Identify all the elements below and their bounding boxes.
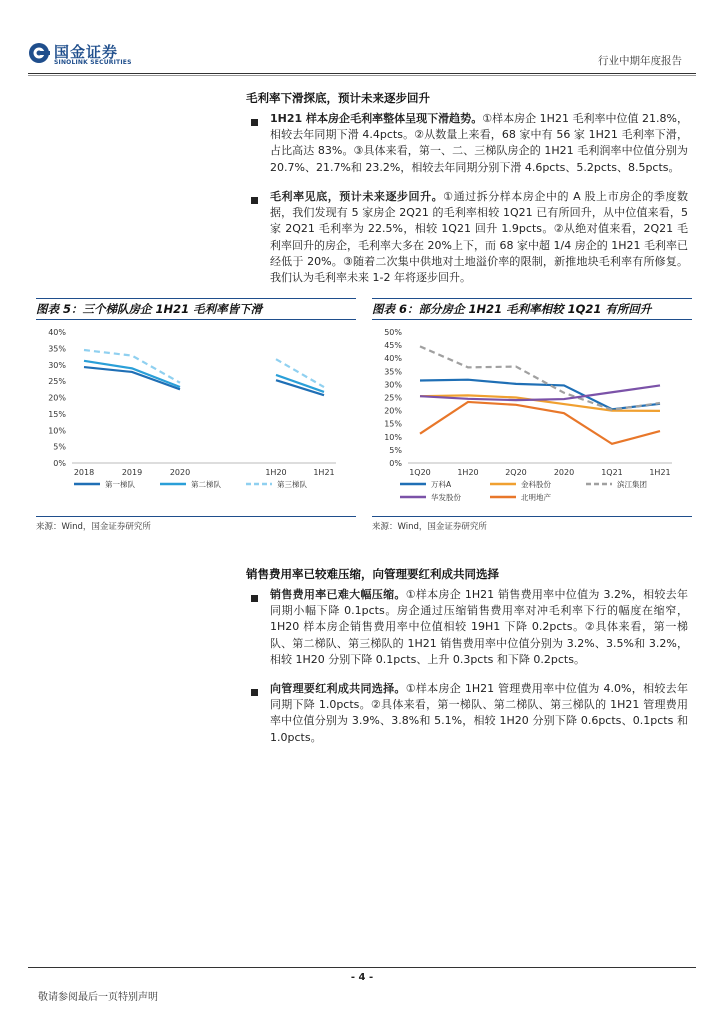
y-tick-label: 40% — [384, 354, 402, 364]
legend-label: 第一梯队 — [105, 480, 135, 489]
chart5-title-bar — [36, 298, 356, 320]
y-tick-label: 10% — [384, 432, 402, 442]
logo-english-name: SINOLINK SECURITIES — [54, 59, 132, 66]
y-tick-label: 35% — [48, 344, 66, 354]
footer-divider — [28, 967, 696, 968]
legend-label: 万科A — [431, 480, 452, 489]
legend-label: 滨江集团 — [617, 480, 647, 489]
y-tick-label: 30% — [384, 380, 402, 390]
series-line-1 — [420, 380, 660, 410]
y-tick-label: 45% — [384, 341, 402, 351]
chart6-frame — [372, 320, 692, 517]
section2-heading: 销售费用率已较难压缩，向管理要红利成共同选择 — [246, 567, 499, 581]
chart6-source: 来源：Wind，国金证券研究所 — [372, 522, 487, 532]
paragraph-lead: 向管理要红利成共同选择。 — [270, 682, 406, 695]
y-tick-label: 35% — [384, 367, 402, 377]
paragraph-lead: 1H21 样本房企毛利率整体呈现下滑趋势。 — [270, 112, 483, 125]
x-tick-label: 1Q21 — [601, 468, 623, 477]
paragraph-body: ①样本房企 1H21 毛利率中位值 21.8%，相较去年同期下滑 4.4pcts。②从数量上来看，68 家中有 56 家 1H21 毛利率下滑，占比高达 83%。③具体来看，第一、二、三梯队房企的 1H21 毛利润率中位值分别为 20.7%、21.7%和 23.2%，相较去年同期分别下滑 4.6pcts、5.2pcts、8.5pcts。 — [270, 112, 689, 174]
footer-disclaimer: 敬请参阅最后一页特别声明 — [38, 992, 158, 1003]
x-tick-label: 1Q20 — [409, 468, 431, 477]
legend-label: 华发股份 — [431, 493, 461, 502]
y-tick-label: 50% — [384, 328, 402, 337]
y-tick-label: 15% — [48, 409, 66, 419]
chart5-title: 图表 5：三个梯队房企 1H21 毛利率皆下滑 — [36, 302, 263, 316]
header-divider-thin — [28, 75, 696, 76]
bullet-marker — [251, 197, 258, 204]
y-tick-label: 25% — [48, 377, 66, 387]
paragraph-lead: 毛利率见底，预计未来逐步回升。 — [270, 190, 444, 203]
y-tick-label: 20% — [384, 406, 402, 416]
series-line-1 — [84, 367, 180, 389]
x-tick-label: 2018 — [73, 468, 95, 477]
x-tick-label: 1H20 — [265, 468, 287, 477]
logo-chinese-name: 国金证券 — [54, 43, 119, 61]
paragraph-body: ①样本房企 1H21 销售费用率中位值为 3.2%，相较去年同期小幅下降 0.1pcts。房企通过压缩销售费用率对冲毛利率下行的幅度在缩窄，1H20 样本房企销售费用率中位值相较 19H1 下降 0.2pcts。②具体来看，第一梯队、第二梯队、第三梯队的 1H21 销售费用率中位值分别为 3.2%、3.5%和 3.2%，相较 1H20 分别下降 0.1pcts、上升 0.3pcts 和下降 0.2pcts。 — [270, 588, 688, 666]
bullet-marker — [251, 595, 258, 602]
section1-paragraph-1 — [270, 111, 688, 176]
paragraph-lead: 销售费用率已难大幅压缩。 — [270, 588, 406, 601]
paragraph-body: ①通过拆分样本房企中的 A 股上市房企的季度数据，我们发现有 5 家房企 2Q21 的毛利率相较 1Q21 已有所回升，从中位值来看，5 家 2Q21 毛利率为 22.5%，相较 1Q21 回升 1.9pcts。②从绝对值来看，2Q21 毛利率回升的房企，毛利率大多在 20%上下，而 68 家中超 1/4 房企的 1H21 毛利率已经低于 20%。③随着二次集中供地对土地溢价率的限制，新推地块毛利率有所修复。我们认为毛利率未来 1-2 年将逐步回升。 — [270, 190, 688, 285]
chart6-plot — [372, 320, 692, 516]
section1-heading: 毛利率下滑探底，预计未来逐步回升 — [246, 91, 430, 105]
x-tick-label: 1H21 — [313, 468, 335, 477]
paragraph-body: ①样本房企 1H21 管理费用率中位值为 4.0%，相较去年同期下降 1.0pcts。②具体来看，第一梯队、第二梯队、第三梯队的 1H21 管理费用率中位值分别为 3.9%、3.8%和 5.1%，相较 1H20 分别下降 0.6pcts、0.1pcts 和 1.0pcts。 — [270, 682, 688, 744]
bullet-marker — [251, 689, 258, 696]
x-tick-label: 2020 — [169, 468, 191, 477]
chart5-source: 来源：Wind，国金证券研究所 — [36, 522, 151, 532]
header-divider — [28, 73, 696, 74]
y-tick-label: 5% — [53, 442, 66, 452]
chart6-title-bar — [372, 298, 692, 320]
x-tick-label: 2Q20 — [505, 468, 527, 477]
series-line-4 — [420, 385, 660, 400]
x-tick-label: 2020 — [553, 468, 575, 477]
y-tick-label: 0% — [389, 459, 402, 468]
legend-label: 金科股份 — [521, 480, 551, 489]
y-tick-label: 10% — [48, 426, 66, 436]
report-type: 行业中期年度报告 — [598, 55, 682, 67]
y-tick-label: 20% — [48, 393, 66, 403]
chart5-plot — [36, 320, 356, 516]
y-tick-label: 25% — [384, 393, 402, 403]
legend-label: 第三梯队 — [277, 480, 307, 489]
y-tick-label: 30% — [48, 360, 66, 370]
section2-paragraph-1 — [270, 587, 688, 668]
section1-paragraph-2 — [270, 189, 688, 286]
legend-label: 北明地产 — [521, 493, 551, 502]
x-tick-label: 1H20 — [457, 468, 479, 477]
y-tick-label: 15% — [384, 419, 402, 429]
bullet-marker — [251, 119, 258, 126]
series-line-3 — [84, 350, 180, 383]
y-tick-label: 5% — [389, 445, 402, 455]
chart6-title: 图表 6：部分房企 1H21 毛利率相较 1Q21 有所回升 — [372, 302, 652, 316]
legend-label: 第二梯队 — [191, 480, 221, 489]
x-tick-label: 2019 — [121, 468, 143, 477]
x-tick-label: 1H21 — [649, 468, 671, 477]
section2-paragraph-2 — [270, 681, 688, 746]
chart5-frame — [36, 320, 356, 517]
y-tick-label: 40% — [48, 328, 66, 337]
sinolink-logo-icon — [28, 42, 50, 64]
page-number: - 4 - — [350, 972, 374, 983]
y-tick-label: 0% — [53, 459, 66, 468]
